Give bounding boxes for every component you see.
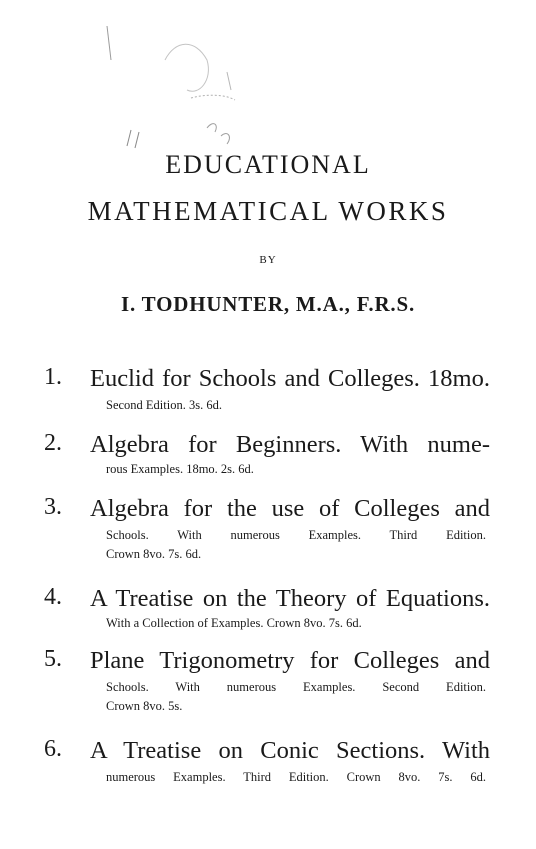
work-title: Plane Trigonometry for Colleges and [90, 647, 490, 674]
work-number: 4. [44, 584, 62, 610]
work-number: 3. [44, 494, 62, 520]
work-detail-line: numerous Examples. Third Edition. Crown 8vo. 7s. 6d. [106, 770, 486, 784]
work-title: A Treatise on the Theory of Equations. [90, 585, 490, 612]
work-details [106, 396, 486, 415]
work-details [106, 678, 486, 716]
work-detail-line: With a Collection of Examples. Crown 8vo. 7s. 6d. [106, 616, 362, 630]
work-detail-line: Schools. With numerous Examples. Third Edition. [106, 528, 486, 542]
work-detail-line: Crown 8vo. 7s. 6d. [106, 547, 202, 561]
work-number: 6. [44, 736, 62, 762]
work-number: 2. [44, 430, 62, 456]
work-detail-line: Second Edition. 3s. 6d. [106, 398, 222, 412]
work-title: A Treatise on Conic Sections. With [90, 737, 490, 764]
pencil-marks [95, 20, 275, 170]
work-title: Algebra for Beginners. With nume- [90, 431, 490, 458]
work-details [106, 460, 486, 479]
work-title: Euclid for Schools and Colleges. 18mo. [90, 365, 490, 392]
work-title: Algebra for the use of Colleges and [90, 495, 490, 522]
author-name: I. TODHUNTER, M.A., F.R.S. [120, 292, 416, 316]
work-detail-line: Schools. With numerous Examples. Second Edition. [106, 680, 486, 694]
work-detail-line: rous Examples. 18mo. 2s. 6d. [106, 462, 254, 476]
by-label: BY [259, 254, 277, 266]
work-number: 1. [44, 364, 62, 390]
work-number: 5. [44, 646, 62, 672]
work-detail-line: Crown 8vo. 5s. [106, 699, 183, 713]
work-details [106, 614, 486, 633]
work-details [106, 526, 486, 564]
heading-mathematical-works: MATHEMATICAL WORKS [87, 196, 449, 226]
heading-educational: EDUCATIONAL [165, 150, 371, 179]
work-details [106, 768, 486, 787]
